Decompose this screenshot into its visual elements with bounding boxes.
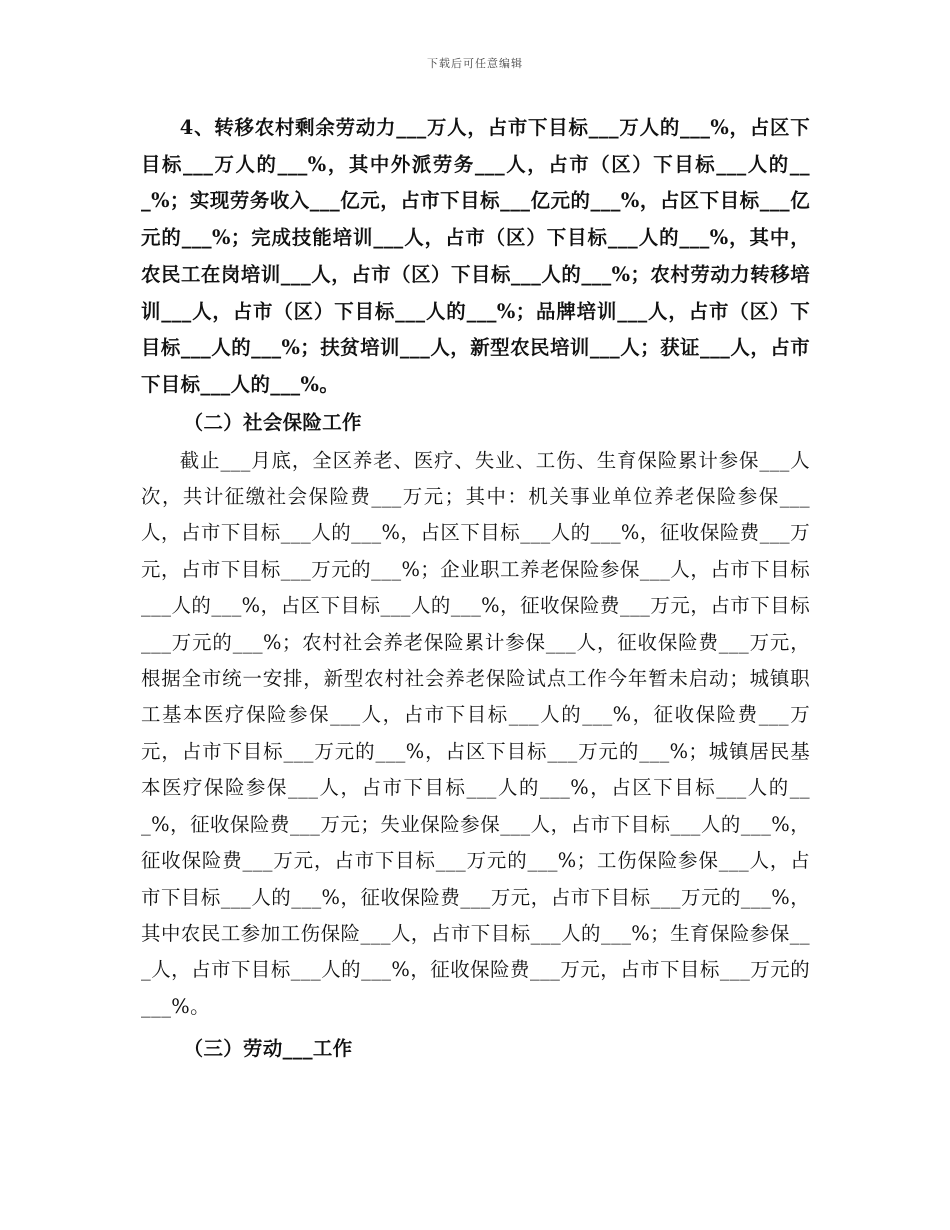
section-heading-social-insurance: （二）社会保险工作: [183, 410, 362, 434]
page-header-note: 下载后可任意编辑: [427, 57, 523, 70]
document-body: [141, 110, 810, 1067]
section-heading-labor: （三）劳动___工作: [183, 1037, 353, 1061]
paragraph-labor-transfer: 4、转移农村剩余劳动力___万人，占市下目标___万人的___%，占区下目标___万人的___%，其中外派劳务___人，占市（区）下目标___人的___%；实现劳务收入___亿元，占市下目标___亿元的___%，占区下目标___亿元的___%；完成技能培训___人，占市（区）下目标___人的___%，其中，农民工在岗培训___人，占市（区）下目标___人的___%；农村劳动力转移培训___人，占市（区）下目标___人的___%；品牌培训___人，占市（区）下目标___人的___%；扶贫培训___人，新型农民培训___人；获证___人，占市下目标___人的___%。: [141, 116, 810, 396]
paragraph-social-insurance: 截止___月底，全区养老、医疗、失业、工伤、生育保险累计参保___人次，共计征缴社会保险费___万元；其中：机关事业单位养老保险参保___人，占市下目标___人的___%，占区下目标___人的___%，征收保险费___万元，占市下目标___万元的___%；企业职工养老保险参保___人，占市下目标___人的___%，占区下目标___人的___%，征收保险费___万元，占市下目标___万元的___%；农村社会养老保险累计参保___人，征收保险费___万元，根据全市统一安排，新型农村社会养老保险试点工作今年暂未启动；城镇职工基本医疗保险参保___人，占市下目标___人的___%，征收保险费___万元，占市下目标___万元的___%，占区下目标___万元的___%；城镇居民基本医疗保险参保___人，占市下目标___人的___%，占区下目标___人的___%，征收保险费___万元；失业保险参保___人，占市下目标___人的___%，征收保险费___万元，占市下目标___万元的___%；工伤保险参保___人，占市下目标___人的___%，征收保险费___万元，占市下目标___万元的___%，其中农民工参加工伤保险___人，占市下目标___人的___%；生育保险参保___人，占市下目标___人的___%，征收保险费___万元，占市下目标___万元的___%。: [141, 448, 810, 1018]
